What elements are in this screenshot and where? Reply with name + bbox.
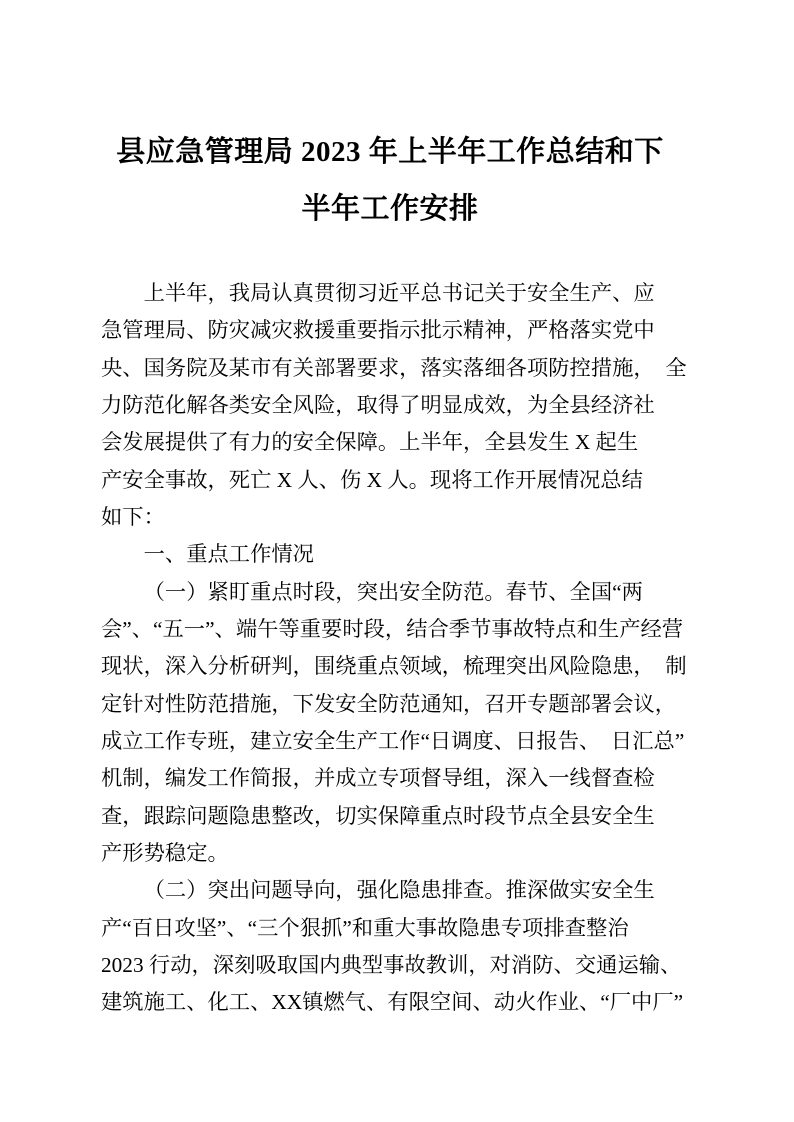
document-title [101, 124, 679, 238]
body-line: 成立工作专班，建立安全生产工作“日调度、日报告、 日汇总” [101, 728, 685, 753]
body-line: 会”、“五一”、端午等重要时段，结合季节事故特点和生产经营 [101, 616, 684, 641]
paragraph-intro [101, 275, 687, 536]
body-line: 产形势稳定。 [101, 840, 229, 865]
paragraph-section-1-2 [101, 872, 684, 1021]
body-line: 力防范化解各类安全风险，取得了明显成效，为全县经济社 [101, 392, 655, 417]
body-line: 产“百日攻坚”、“三个狠抓”和重大事故隐患专项排查整治 [101, 915, 629, 940]
document-title-line-1: 县应急管理局 2023 年上半年工作总结和下 [116, 136, 664, 168]
paragraph-section-1-1 [101, 574, 687, 873]
body-line: 产安全事故，死亡 X 人、伤 X 人。现将工作开展情况总结 [101, 467, 643, 492]
body-line: 会发展提供了有力的安全保障。上半年，全县发生 X 起生 [101, 430, 639, 455]
body-line: 央、国务院及某市有关部署要求，落实落细各项防控措施， 全 [101, 355, 687, 380]
body-line: 上半年，我局认真贯彻习近平总书记关于安全生产、应 [143, 281, 655, 305]
body-line: 现状，深入分析研判，围绕重点领域，梳理突出风险隐患， 制 [101, 654, 687, 679]
section-heading-1 [101, 536, 679, 573]
body-line: 查，跟踪问题隐患整改，切实保障重点时段节点全县安全生 [101, 803, 655, 828]
document-title-line-2: 半年工作安排 [301, 193, 479, 225]
body-line: 如下： [101, 504, 165, 529]
body-line: 急管理局、防灾减灾救援重要指示批示精神，严格落实党中 [101, 318, 655, 343]
body-line: （二）突出问题导向，强化隐患排查。推深做实安全生 [143, 878, 655, 903]
body-line: 建筑施工、化工、XX镇燃气、有限空间、动火作业、“厂中厂” [101, 990, 684, 1015]
body-line: （一）紧盯重点时段，突出安全防范。春节、全国“两 [143, 579, 643, 604]
body-line: 机制，编发工作简报，并成立专项督导组，深入一线督查检 [101, 766, 655, 791]
section-heading-line: 一、重点工作情况 [143, 542, 314, 567]
body-line: 2023 行动，深刻吸取国内典型事故教训，对消防、交通运输、 [101, 952, 682, 977]
body-line: 定针对性防范措施，下发安全防范通知，召开专题部署会议， [101, 691, 677, 716]
